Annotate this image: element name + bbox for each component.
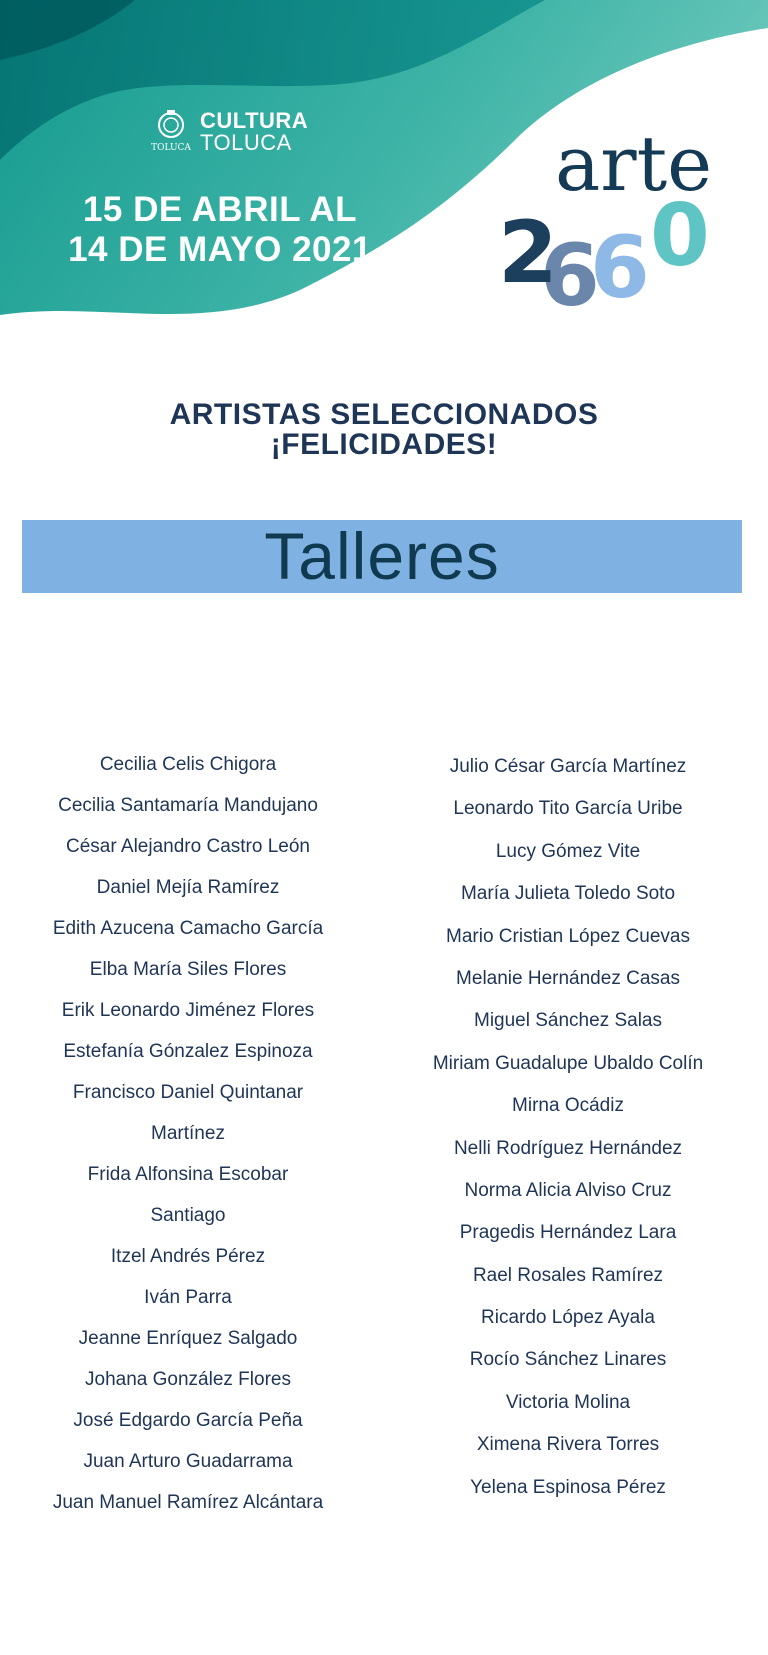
artist-name: Daniel Mejía Ramírez: [96, 877, 280, 898]
event-dates: [30, 190, 410, 270]
announcement-line1: ARTISTAS SELECCIONADOS: [169, 398, 599, 431]
artist-name: Juan Arturo Guadarrama: [83, 1451, 293, 1472]
cultura-toluca-logo: [150, 108, 308, 156]
artist-name: Iván Parra: [144, 1287, 232, 1308]
artist-name: Juan Manuel Ramírez Alcántara: [52, 1492, 324, 1513]
emblem-caption: TOLUCA: [151, 143, 191, 153]
artist-name: Miguel Sánchez Salas: [474, 1010, 662, 1032]
brand-digit-6b: 6: [590, 218, 650, 318]
artist-name: Mario Cristian López Cuevas: [446, 925, 690, 947]
artist-name: Lucy Gómez Vite: [495, 840, 641, 862]
artist-name: Julio César García Martínez: [449, 756, 687, 777]
category-banner: [22, 520, 742, 593]
artist-name: Ximena Rivera Torres: [476, 1434, 660, 1456]
category-title: Talleres: [264, 519, 500, 593]
artist-name: Melanie Hernández Casas: [456, 967, 680, 989]
artist-name: Jeanne Enríquez Salgado: [78, 1328, 298, 1349]
artist-name: José Edgardo García Peña: [73, 1410, 303, 1431]
brand-digit-0: 0: [650, 186, 710, 286]
artist-name: Martínez: [151, 1123, 225, 1144]
brand-digit-2: 2: [498, 203, 558, 303]
artist-name: Erik Leonardo Jiménez Flores: [61, 1000, 315, 1021]
artist-name: Cecilia Santamaría Mandujano: [58, 795, 318, 816]
artist-name: Nelli Rodríguez Hernández: [453, 1137, 683, 1159]
artist-name: Santiago: [150, 1205, 226, 1226]
logo-line-toluca: TOLUCA: [200, 130, 292, 155]
artist-name: César Alejandro Castro León: [66, 836, 310, 857]
artist-name: Cecilia Celis Chigora: [99, 754, 277, 775]
date-line-end: 14 DE MAYO 2021: [68, 230, 372, 269]
brand-digit-6a: 6: [540, 226, 600, 326]
date-line-start: 15 DE ABRIL AL: [82, 190, 358, 229]
artist-name: Frida Alfonsina Escobar: [87, 1164, 289, 1185]
artist-name: Francisco Daniel Quintanar: [72, 1082, 304, 1103]
logo-line-cultura: CULTURA: [200, 108, 309, 133]
artist-name: Edith Azucena Camacho García: [52, 918, 324, 939]
artist-name: Yelena Espinosa Pérez: [470, 1476, 666, 1498]
artist-name: Estefanía Gónzalez Espinoza: [63, 1041, 313, 1062]
arte-2660-logo: [498, 119, 750, 335]
artist-name: Mirna Ocádiz: [512, 1095, 624, 1117]
artist-name: Victoria Molina: [505, 1391, 631, 1413]
announcement-line2: ¡FELICIDADES!: [270, 428, 498, 461]
artist-name: María Julieta Toledo Soto: [460, 883, 676, 905]
brand-word: arte: [555, 119, 713, 208]
artist-name: Pragedis Hernández Lara: [459, 1222, 677, 1244]
artist-name: Leonardo Tito García Uribe: [453, 798, 683, 820]
artist-name: Itzel Andrés Pérez: [110, 1246, 266, 1267]
artist-name: Elba María Siles Flores: [89, 959, 287, 980]
artist-name: Miriam Guadalupe Ubaldo Colín: [432, 1052, 704, 1074]
artist-name: Rael Rosales Ramírez: [472, 1264, 664, 1286]
artist-name: Norma Alicia Alviso Cruz: [464, 1179, 672, 1201]
names-column-right: [400, 752, 736, 1515]
artist-name: Ricardo López Ayala: [481, 1307, 655, 1329]
announcement-heading: [0, 400, 768, 460]
names-column-left: [36, 750, 340, 1529]
artist-name: Rocío Sánchez Linares: [469, 1349, 667, 1371]
toluca-emblem-icon: [150, 108, 192, 156]
artist-name: Johana González Flores: [85, 1369, 291, 1390]
